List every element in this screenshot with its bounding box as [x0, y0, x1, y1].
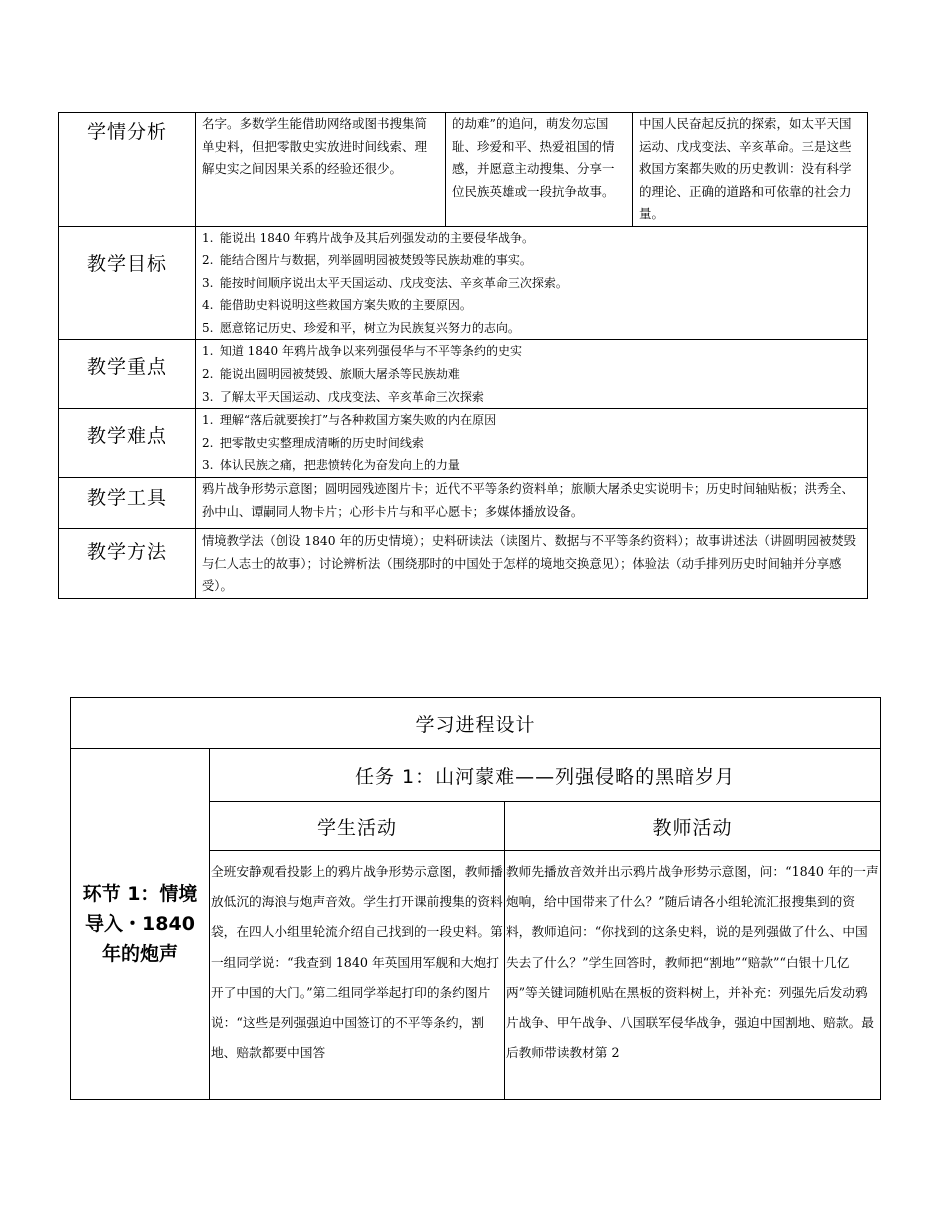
table-row [59, 529, 868, 599]
row-label: 教学重点 [59, 340, 196, 409]
row-label: 教学难点 [59, 409, 196, 478]
row-label: 教学方法 [59, 529, 196, 599]
table-row [59, 340, 868, 409]
list-item: 1. 能说出 1840 年鸦片战争及其后列强发动的主要侵华战争。 [202, 230, 534, 245]
teacher-activity-header: 教师活动 [505, 802, 881, 851]
student-activity-cell [210, 851, 505, 1100]
student-activity-text: 全班安静观看投影上的鸦片战争形势示意图，教师播放低沉的海浪与炮声音效。学生打开课前搜集的资料袋，在四人小组里轮流介绍自己找到的一段史料。第一组同学说：“我查到 1840 年英国用军舰和大炮打开了中国的大门。”第二组同学举起打印的条约图片说：“这些是列强强迫中国签订的不平等条约，割地、赔款都要中国答 [211, 864, 503, 1061]
teacher-activity-text: 教师先播放音效并出示鸦片战争形势示意图，问：“1840 年的一声炮响，给中国带来了什么？”随后请各小组轮流汇报搜集到的资料，教师追问：“你找到的这条史料，说的是列强做了什么、中国失去了什么？”学生回答时，教师把“割地”“赔款”“白银十几亿两”等关键词随机贴在黑板的资料树上，并补充：列强先后发动鸦片战争、甲午战争、八国联军侵华战争，强迫中国割地、赔款。最后教师带读教材第 2 [506, 864, 879, 1061]
list-item: 3. 能按时间顺序说出太平天国运动、戊戌变法、辛亥革命三次探索。 [202, 275, 568, 290]
list-item: 2. 能结合图片与数据，列举圆明园被焚毁等民族劫难的事实。 [202, 253, 532, 268]
list-item: 2. 把零散史实整理成清晰的历史时间线索 [202, 435, 424, 450]
list-item: 3. 了解太平天国运动、戊戌变法、辛亥革命三次探索 [202, 389, 484, 404]
key-points-list [196, 340, 868, 409]
table-row [59, 409, 868, 478]
lesson-plan-table [58, 112, 868, 599]
stage-label: 环节 1：情境导入・1840 年的炮声 [71, 749, 210, 1100]
methods-cell: 情境教学法（创设 1840 年的历史情境）；史料研读法（读图片、数据与不平等条约资料）；故事讲述法（讲圆明园被焚毁与仁人志士的故事）；讨论辨析法（围绕那时的中国处于怎样的境地交换意见）；体验法（动手排列历史时间轴并分享感受）。 [196, 529, 868, 599]
learning-process-table [70, 697, 881, 1100]
objectives-list [196, 226, 868, 340]
row-label: 学情分析 [59, 113, 196, 227]
analysis-cell-3: 中国人民奋起反抗的探索，如太平天国运动、戊戌变法、辛亥革命。三是这些救国方案都失败的历史教训：没有科学的理论、正确的道路和可依靠的社会力量。 [633, 113, 868, 227]
task-title: 任务 1：山河蒙难——列强侵略的黑暗岁月 [210, 749, 881, 802]
list-item: 3. 体认民族之痛，把悲愤转化为奋发向上的力量 [202, 458, 460, 473]
list-item: 4. 能借助史料说明这些救国方案失败的主要原因。 [202, 298, 472, 313]
table-row [59, 113, 868, 227]
list-item: 2. 能说出圆明园被焚毁、旅顺大屠杀等民族劫难 [202, 367, 460, 382]
section-title: 学习进程设计 [71, 698, 881, 749]
list-item: 1. 理解“落后就要挨打”与各种救国方案失败的内在原因 [202, 413, 497, 428]
analysis-cell-2: 的劫难”的追问，萌发勿忘国耻、珍爱和平、热爱祖国的情感，并愿意主动搜集、分享一位民族英雄或一段抗争故事。 [446, 113, 633, 227]
row-label: 教学目标 [59, 226, 196, 340]
analysis-cell-1: 名字。多数学生能借助网络或图书搜集简单史料，但把零散史实放进时间线索、理解史实之间因果关系的经验还很少。 [196, 113, 446, 227]
difficulties-list [196, 409, 868, 478]
teacher-activity-cell [505, 851, 881, 1100]
table-row [59, 478, 868, 529]
table-row [59, 226, 868, 340]
list-item: 5. 愿意铭记历史、珍爱和平，树立为民族复兴努力的志向。 [202, 320, 520, 335]
list-item: 1. 知道 1840 年鸦片战争以来列强侵华与不平等条约的史实 [202, 344, 522, 359]
tools-cell: 鸦片战争形势示意图；圆明园残迹图片卡；近代不平等条约资料单；旅顺大屠杀史实说明卡；历史时间轴贴板；洪秀全、孙中山、谭嗣同人物卡片；心形卡片与和平心愿卡；多媒体播放设备。 [196, 478, 868, 529]
table-row [71, 749, 881, 802]
student-activity-header: 学生活动 [210, 802, 505, 851]
row-label: 教学工具 [59, 478, 196, 529]
table-row [71, 698, 881, 749]
